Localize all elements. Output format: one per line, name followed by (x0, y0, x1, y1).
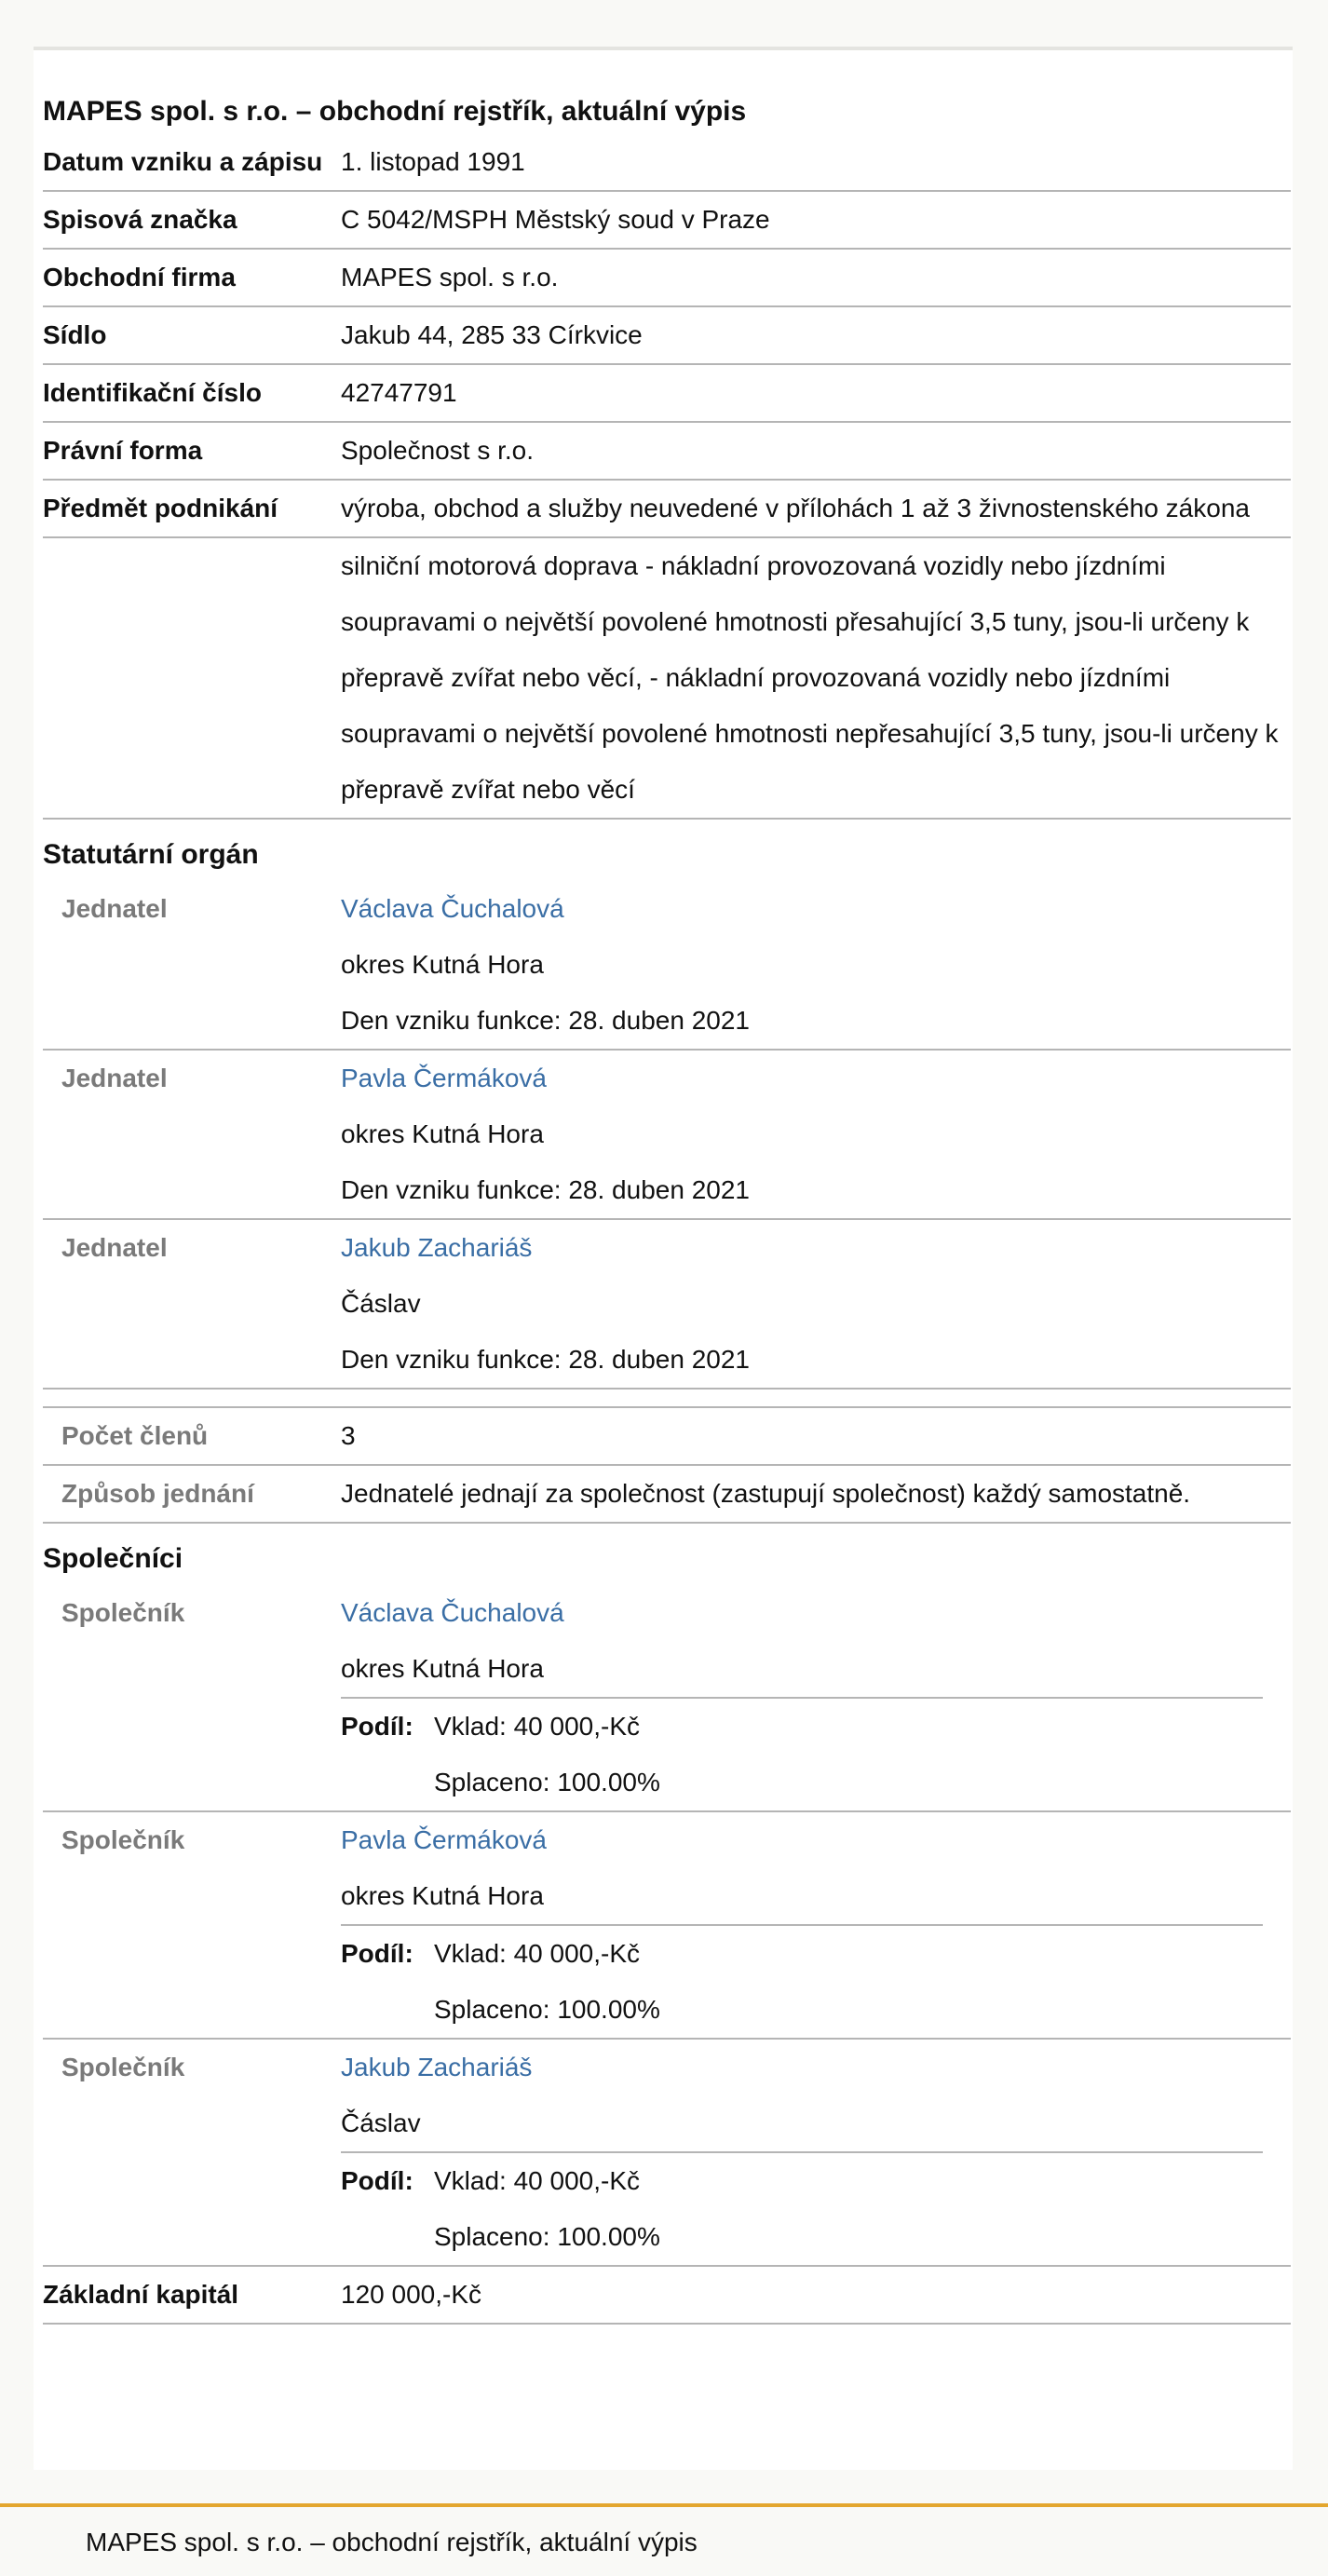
value-forma: Společnost s r.o. (341, 436, 535, 465)
value-predmet-2: silniční motorová doprava - nákladní provozovaná vozidly nebo jízdními soupravami o největší povolené hmotnosti přesahující 3,5 tuny, jsou-li určeny k přepravě zvířat nebo věcí, - nákladní provozovaná vozidly nebo jízdními soupravami o největší povolené hmotnosti nepřesahující 3,5 tuny, jsou-li určeny k přepravě zvířat nebo věcí (341, 551, 1279, 804)
value-datum: 1. listopad 1991 (341, 147, 525, 176)
row-count (43, 1408, 1291, 1466)
person-place: Čáslav (341, 1289, 421, 1318)
value-spis: C 5042/MSPH Městský soud v Praze (341, 205, 770, 234)
role-label: Společník (61, 1825, 185, 1854)
role-label: Jednatel (61, 894, 168, 923)
label-capital: Základní kapitál (43, 2280, 239, 2309)
register-table (43, 134, 1291, 2325)
share-paid: Splaceno: 100.00% (434, 1768, 660, 1796)
row-predmet-2 (43, 538, 1291, 820)
label-datum: Datum vzniku a zápisu (43, 147, 323, 176)
section-statutory: Statutární orgán (43, 839, 259, 870)
share-deposit: Vklad: 40 000,-Kč (434, 2166, 641, 2195)
person-link[interactable]: Václava Čuchalová (341, 1598, 564, 1627)
person-place: okres Kutná Hora (341, 1119, 544, 1148)
share-paid: Splaceno: 100.00% (434, 2222, 660, 2251)
person-since: Den vzniku funkce: 28. duben 2021 (341, 1345, 750, 1374)
label-predmet: Předmět podnikání (43, 494, 278, 522)
label-forma: Právní forma (43, 436, 203, 465)
role-label: Jednatel (61, 1064, 168, 1092)
share-deposit: Vklad: 40 000,-Kč (434, 1712, 641, 1741)
value-sidlo: Jakub 44, 285 33 Církvice (341, 320, 643, 349)
footer (0, 2503, 1328, 2576)
row-datum (43, 134, 1291, 192)
label-count: Počet členů (61, 1421, 209, 1450)
value-firma: MAPES spol. s r.o. (341, 263, 559, 291)
statutory-member (43, 1220, 1291, 1390)
label-way: Způsob jednání (61, 1479, 254, 1508)
person-link[interactable]: Pavla Čermáková (341, 1064, 547, 1092)
share-label: Podíl: (341, 1939, 413, 1968)
value-count: 3 (341, 1421, 356, 1450)
partner (43, 1585, 1291, 1812)
share-paid: Splaceno: 100.00% (434, 1995, 660, 2024)
row-ico (43, 365, 1291, 423)
role-label: Společník (61, 2053, 185, 2081)
value-ico: 42747791 (341, 378, 457, 407)
role-label: Jednatel (61, 1233, 168, 1262)
section-partners: Společníci (43, 1543, 183, 1574)
footer-text: MAPES spol. s r.o. – obchodní rejstřík, aktuální výpis (86, 2528, 698, 2556)
person-since: Den vzniku funkce: 28. duben 2021 (341, 1006, 750, 1035)
row-sidlo (43, 307, 1291, 365)
share-block (341, 1697, 1263, 1810)
value-way: Jednatelé jednají za společnost (zastupují společnost) každý samostatně. (341, 1479, 1191, 1508)
share-block (341, 1924, 1263, 2038)
person-place: okres Kutná Hora (341, 950, 544, 979)
statutory-member (43, 881, 1291, 1051)
person-link[interactable]: Jakub Zachariáš (341, 2053, 533, 2081)
person-place: okres Kutná Hora (341, 1654, 544, 1683)
row-way (43, 1466, 1291, 1524)
row-spis (43, 192, 1291, 250)
spacer (43, 1390, 1291, 1408)
person-place: Čáslav (341, 2108, 421, 2137)
person-link[interactable]: Jakub Zachariáš (341, 1233, 533, 1262)
person-link[interactable]: Václava Čuchalová (341, 894, 564, 923)
partner (43, 1812, 1291, 2040)
label-sidlo: Sídlo (43, 320, 107, 349)
row-forma (43, 423, 1291, 481)
share-deposit: Vklad: 40 000,-Kč (434, 1939, 641, 1968)
person-since: Den vzniku funkce: 28. duben 2021 (341, 1175, 750, 1204)
statutory-member (43, 1051, 1291, 1220)
share-label: Podíl: (341, 2166, 413, 2195)
person-place: okres Kutná Hora (341, 1881, 544, 1910)
label-firma: Obchodní firma (43, 263, 236, 291)
document-sheet (34, 47, 1293, 2470)
row-firma (43, 250, 1291, 307)
share-block (341, 2151, 1263, 2265)
share-label: Podíl: (341, 1712, 413, 1741)
person-link[interactable]: Pavla Čermáková (341, 1825, 547, 1854)
role-label: Společník (61, 1598, 185, 1627)
row-predmet (43, 481, 1291, 538)
label-spis: Spisová značka (43, 205, 237, 234)
row-capital (43, 2267, 1291, 2325)
value-predmet-1: výroba, obchod a služby neuvedené v přílohách 1 až 3 živnostenského zákona (341, 494, 1250, 522)
label-ico: Identifikační číslo (43, 378, 262, 407)
partner (43, 2040, 1291, 2267)
value-capital: 120 000,-Kč (341, 2280, 481, 2309)
page-title: MAPES spol. s r.o. – obchodní rejstřík, aktuální výpis (43, 96, 747, 127)
